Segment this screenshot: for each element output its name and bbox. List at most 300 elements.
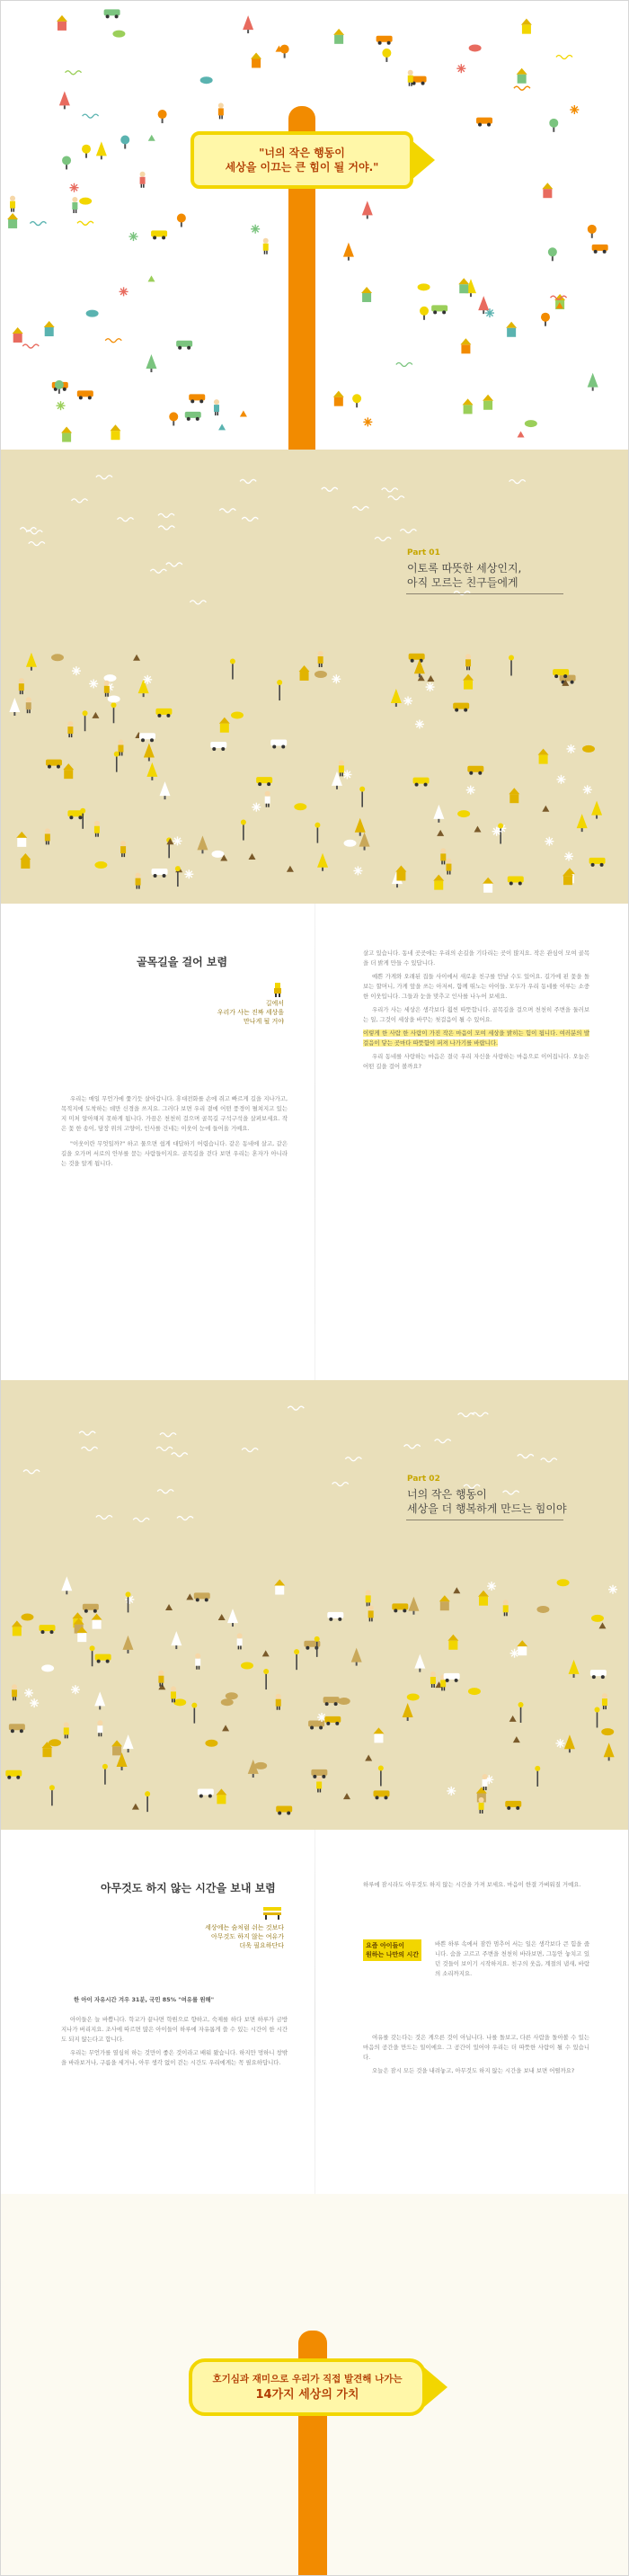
star-icon <box>89 679 98 688</box>
person-icon <box>136 873 141 889</box>
house-icon <box>251 52 261 67</box>
lamp-post-icon <box>277 680 282 700</box>
pine-tree-icon <box>569 1660 580 1678</box>
house-icon <box>373 1727 384 1743</box>
pine-tree-icon <box>414 659 425 677</box>
part1-section <box>0 450 629 904</box>
cover-section <box>0 0 629 450</box>
car-icon <box>104 9 120 18</box>
right-body-text-side <box>435 1939 589 1979</box>
person-icon <box>483 1774 488 1790</box>
part-label: Part 02 <box>407 1475 440 1484</box>
car-icon <box>453 703 469 712</box>
bush-icon <box>231 711 244 718</box>
triangle-mark <box>222 1725 229 1731</box>
part-title-line-2: 세상을 더 행복하게 만드는 힘이야 <box>407 1502 567 1515</box>
back-sign-line-2: 14가지 세상의 가치 <box>255 2388 359 2402</box>
house-icon <box>63 763 74 779</box>
spread2-section <box>0 1830 629 2194</box>
part-title-line-2: 아직 모르는 친구들에게 <box>407 576 518 589</box>
person-icon <box>45 828 50 844</box>
triangle-mark <box>437 830 444 836</box>
person-icon <box>366 1590 371 1606</box>
pine-tree-icon <box>588 373 598 391</box>
lamp-post-icon <box>535 1766 540 1787</box>
triangle-mark <box>513 1736 520 1743</box>
lamp-post-icon <box>175 866 181 887</box>
star-icon <box>70 183 79 192</box>
house-icon <box>61 427 72 442</box>
car-icon <box>77 390 93 399</box>
person-icon <box>503 1600 509 1616</box>
paragraph: 우리는 무언가를 열심히 하는 것만이 좋은 것이라고 배워 왔습니다. 하지만 멍하니 창밖을 바라보거나, 구름을 세거나, 아무 생각 없이 걷는 시간도 우리에게는 꼭 필요하답니다. <box>61 2049 288 2066</box>
back-sign-line-1: 호기심과 재미으로 우리가 직접 발견해 나가는 <box>212 2374 403 2384</box>
triangle-mark <box>343 1793 350 1799</box>
bush-icon <box>212 851 225 858</box>
car-icon <box>508 877 524 886</box>
pine-tree-icon <box>591 801 602 819</box>
bush-icon <box>21 1614 33 1621</box>
tree-icon <box>120 136 129 149</box>
page-fold <box>314 904 315 1380</box>
person-icon <box>26 697 31 713</box>
star-icon <box>555 1739 564 1748</box>
triangle-mark <box>133 655 140 661</box>
paragraph: 여유를 갖는다는 것은 게으른 것이 아닙니다. 나를 돌보고, 다른 사람을 돌아볼 수 있는 마음의 공간을 만드는 일이에요. 그 공간이 있어야 우리는 더 따뜻한 사람이 될 수 있습니다. <box>363 2034 589 2061</box>
person-icon <box>10 196 15 212</box>
triangle-mark <box>453 1587 460 1593</box>
highlighted-paragraph <box>363 1029 589 1048</box>
house-icon <box>517 68 527 84</box>
house-icon <box>13 327 23 343</box>
subtitle-line-3: 더욱 필요하단다 <box>239 1942 284 1949</box>
bush-icon <box>108 695 120 702</box>
tree-icon <box>158 110 167 123</box>
house-icon <box>542 183 553 198</box>
car-icon <box>9 1724 25 1733</box>
house-icon <box>433 875 444 890</box>
wave-squiggle <box>556 55 572 58</box>
bush-icon <box>221 1698 234 1706</box>
house-icon <box>447 1635 458 1650</box>
pine-tree-icon <box>604 1743 615 1760</box>
pine-tree-icon <box>144 744 155 762</box>
bush-icon <box>104 674 117 682</box>
house-icon <box>44 321 55 336</box>
star-icon <box>510 1649 519 1658</box>
triangle-mark <box>132 1804 139 1810</box>
triangle-mark <box>218 1614 226 1620</box>
person-icon <box>12 1684 17 1700</box>
wave-squiggle <box>83 114 99 118</box>
house-icon <box>299 665 310 681</box>
person-icon <box>446 859 451 875</box>
star-icon <box>570 105 579 114</box>
news-headline: 한 아이 자유시간 겨우 31분, 국민 85% "여유를 원해" <box>74 1996 215 2003</box>
lamp-post-icon <box>594 1707 599 1727</box>
cover-sign-line-1: "너의 작은 행동이 <box>259 147 345 159</box>
back-sign <box>189 2358 426 2416</box>
car-icon <box>152 869 168 878</box>
bush-icon <box>457 810 470 817</box>
bush-icon <box>294 803 306 810</box>
bush-icon <box>338 1698 350 1705</box>
box-label-line-2: 원하는 나만의 시간 <box>366 1951 419 1958</box>
star-icon <box>120 287 128 296</box>
pine-tree-icon <box>9 698 20 716</box>
car-icon <box>592 245 608 254</box>
car-icon <box>590 1670 607 1679</box>
car-icon <box>270 739 287 748</box>
star-icon <box>426 682 435 691</box>
triangle-mark <box>148 275 155 281</box>
star-icon <box>608 1585 617 1594</box>
tree-icon <box>177 213 186 227</box>
car-icon <box>185 412 201 421</box>
star-icon <box>403 697 412 706</box>
car-icon <box>505 1801 521 1810</box>
car-icon <box>413 778 430 787</box>
pine-tree-icon <box>391 689 402 707</box>
star-icon <box>251 225 260 234</box>
car-icon <box>409 654 425 663</box>
bush-icon <box>241 1662 253 1670</box>
car-icon <box>467 766 483 775</box>
part2-village-illustration <box>0 1380 629 1830</box>
house-icon <box>395 865 406 880</box>
lamp-post-icon <box>114 752 120 772</box>
triangle-mark <box>218 423 226 430</box>
person-icon <box>195 1653 200 1670</box>
person-icon <box>368 1605 374 1621</box>
bush-icon <box>79 198 92 205</box>
wave-squiggle <box>105 339 121 343</box>
star-icon <box>447 1787 456 1796</box>
bush-icon <box>94 861 107 869</box>
person-icon <box>214 399 219 415</box>
house-icon <box>463 674 474 690</box>
wave-squiggle <box>30 222 46 226</box>
paragraph: 예쁜 가게와 오래된 집들 사이에서 새로운 친구를 만날 수도 있어요. 길가에 핀 꽃을 돌보는 할머니, 가게 앞을 쓰는 아저씨, 함께 뛰노는 아이들. 모두가 우리 동네를 이루는 소중한 이웃입니다. 그들과 눈을 맞추고 인사를 나누어 보세요. <box>363 973 589 1000</box>
star-icon <box>363 417 372 426</box>
pine-tree-icon <box>146 354 156 372</box>
car-icon <box>176 341 192 350</box>
triangle-mark <box>240 411 247 417</box>
bush-icon <box>557 1579 570 1586</box>
car-icon <box>198 1789 214 1798</box>
subtitle-line-2: 우리가 사는 진짜 세상을 <box>217 1009 284 1016</box>
tree-icon <box>541 313 550 326</box>
triangle-mark <box>518 432 525 438</box>
lamp-post-icon <box>263 1669 269 1689</box>
house-icon <box>506 322 517 337</box>
subtitle-line-1: 길에서 <box>265 1000 284 1007</box>
person-icon <box>276 1694 281 1710</box>
person-icon <box>104 681 110 697</box>
car-icon <box>327 1612 343 1621</box>
wave-squiggle <box>22 344 39 348</box>
bush-icon <box>344 840 357 847</box>
star-icon <box>545 837 554 846</box>
house-icon <box>274 1580 285 1595</box>
tree-icon <box>62 156 71 169</box>
pine-tree-icon <box>433 805 444 823</box>
wave-squiggle <box>77 221 93 225</box>
lamp-post-icon <box>230 659 235 680</box>
spread-subtitle <box>158 1923 284 1950</box>
person-icon <box>465 654 471 670</box>
house-icon <box>16 832 27 847</box>
bush-icon <box>418 283 430 290</box>
car-icon <box>589 858 606 867</box>
triangle-mark <box>509 1716 517 1722</box>
person-icon <box>19 678 24 694</box>
pine-tree-icon <box>227 1609 238 1627</box>
person-icon <box>339 760 344 776</box>
tree-icon <box>548 247 557 261</box>
pine-tree-icon <box>146 762 157 780</box>
paragraph: 우리는 매일 무언가에 쫓기듯 살아갑니다. 휴대전화를 손에 쥐고 빠르게 길을 지나가고, 목적지에 도착하는 데만 신경을 쓰지요. 그러다 보면 우리 곁에 어떤 풍경이 펼쳐지고 있는지 미처 알아채지 못하게 됩니다. 가끔은 천천히 걸으며 골목길 구석구석을 살펴보세요. 작은 꽃 한 송이, 담장 위의 고양이, 인사를 건네는 이웃이 눈에 들어올 거예요. <box>61 1095 288 1132</box>
wave-squiggle <box>66 71 82 75</box>
lamp-post-icon <box>359 787 365 807</box>
tree-icon <box>549 119 558 132</box>
car-icon <box>444 1673 460 1682</box>
bush-icon <box>51 654 64 661</box>
pine-tree-icon <box>197 835 208 853</box>
part-title-line-1: 이토록 따뜻한 세상인지, <box>407 562 522 575</box>
pine-tree-icon <box>94 1691 105 1709</box>
pine-tree-icon <box>59 91 70 109</box>
person-icon <box>237 1633 243 1649</box>
car-icon <box>392 1603 408 1612</box>
bench-icon <box>262 1905 282 1920</box>
wave-squiggle <box>396 363 412 367</box>
car-icon <box>323 1697 340 1706</box>
left-body-text <box>61 1094 288 1169</box>
bush-icon <box>407 1693 420 1700</box>
tree-icon <box>169 412 178 425</box>
triangle-mark <box>427 675 434 682</box>
car-icon <box>5 1770 22 1779</box>
tree-icon <box>55 380 64 394</box>
star-icon <box>30 1698 39 1707</box>
right-body-text-top <box>363 1880 589 1890</box>
car-icon <box>276 1805 292 1814</box>
page-fold <box>314 1830 315 2194</box>
spread-title: 아무것도 하지 않는 시간을 보내 보렴 <box>101 1882 276 1894</box>
pine-tree-icon <box>577 814 588 832</box>
house-icon <box>483 395 493 410</box>
car-icon <box>476 118 492 127</box>
lamp-post-icon <box>509 655 514 675</box>
star-icon <box>342 770 351 779</box>
star-icon <box>332 674 341 683</box>
star-icon <box>566 744 575 753</box>
car-icon <box>46 760 62 769</box>
paragraph: 오늘은 잠시 모든 것을 내려놓고, 아무것도 하지 않는 시간을 보내 보면 어떨까요? <box>372 2067 575 2074</box>
house-icon <box>439 1595 450 1610</box>
lamp-post-icon <box>49 1785 55 1805</box>
lamp-post-icon <box>314 823 320 843</box>
triangle-mark <box>262 1650 270 1656</box>
paragraph: 우리 동네를 사랑하는 마음은 결국 우리 자신을 사랑하는 마음으로 이어집니다. 오늘은 어떤 길을 걸어 볼까요? <box>363 1053 589 1070</box>
bush-icon <box>226 1692 238 1699</box>
pine-tree-icon <box>123 1734 134 1752</box>
person-icon <box>265 791 270 807</box>
triangle-mark <box>542 806 549 812</box>
person-icon <box>602 1693 607 1709</box>
star-icon <box>583 785 592 794</box>
triangle-mark <box>92 712 99 718</box>
house-icon <box>521 19 532 34</box>
tree-icon <box>82 145 91 158</box>
house-icon <box>463 398 474 414</box>
star-icon <box>71 1685 80 1694</box>
triangle-mark <box>287 866 294 872</box>
pine-tree-icon <box>355 818 366 836</box>
person-icon <box>67 721 73 737</box>
house-icon <box>7 213 18 228</box>
pine-tree-icon <box>122 1636 133 1653</box>
bush-icon <box>173 1698 186 1706</box>
tree-icon <box>420 307 429 320</box>
triangle-mark <box>186 1593 193 1600</box>
highlight-text: 이렇게 한 사람 한 사람이 가진 작은 마음이 모여 세상을 밝히는 힘이 됩니다. 여러분의 발걸음이 닿는 곳마다 따뜻함이 퍼져 나가기를 바랍니다. <box>363 1030 589 1047</box>
car-icon <box>151 230 167 239</box>
car-icon <box>256 777 272 786</box>
car-icon <box>189 394 205 403</box>
car-icon <box>155 709 172 718</box>
bush-icon <box>41 1664 54 1671</box>
spread1-section <box>0 904 629 1380</box>
person-icon <box>72 197 77 213</box>
star-icon <box>556 775 565 784</box>
house-icon <box>333 29 344 44</box>
back-section <box>0 2194 629 2576</box>
bush-icon <box>591 1615 604 1622</box>
right-body-text <box>363 949 589 1072</box>
triangle-mark <box>598 1622 606 1628</box>
person-icon <box>316 1776 322 1792</box>
bush-icon <box>205 1740 217 1747</box>
pine-tree-icon <box>362 201 373 218</box>
house-icon <box>458 278 469 293</box>
right-body-text-bottom <box>363 2033 589 2076</box>
left-body-text <box>61 2015 288 2068</box>
star-icon <box>415 719 424 728</box>
car-icon <box>139 733 155 742</box>
star-icon <box>353 866 362 875</box>
star-icon <box>466 786 475 795</box>
house-icon <box>219 718 230 733</box>
bush-icon <box>536 1606 549 1613</box>
star-icon <box>184 869 193 878</box>
lamp-post-icon <box>518 1702 524 1723</box>
tree-icon <box>588 225 597 238</box>
bush-icon <box>314 671 327 678</box>
triangle-mark <box>148 135 155 141</box>
person-icon <box>64 1722 69 1738</box>
house-icon <box>12 1620 22 1636</box>
lamp-post-icon <box>145 1791 150 1812</box>
car-icon <box>374 1790 390 1799</box>
house-icon <box>483 878 493 893</box>
star-icon <box>57 401 66 410</box>
paragraph: 하루에 잠시라도 아무것도 하지 않는 시간을 가져 보세요. 마음이 한결 가벼워질 거예요. <box>363 1881 581 1888</box>
person-icon <box>440 848 446 864</box>
pine-tree-icon <box>414 1654 425 1672</box>
car-icon <box>40 1625 56 1634</box>
bush-icon <box>582 745 595 753</box>
triangle-mark <box>474 825 481 832</box>
person-icon <box>140 172 146 188</box>
tree-icon <box>352 394 361 407</box>
lamp-post-icon <box>83 710 88 731</box>
car-icon <box>431 305 447 314</box>
bush-icon <box>86 310 99 317</box>
person-icon <box>430 1671 436 1688</box>
pine-tree-icon <box>243 15 253 33</box>
figure-icon <box>271 983 284 997</box>
pine-tree-icon <box>26 653 37 671</box>
box-label <box>363 1939 421 1961</box>
spread-title: 골목길을 걸어 보렴 <box>137 956 228 968</box>
star-icon <box>492 827 501 836</box>
paragraph: 살고 있습니다. 동네 곳곳에는 우리의 손길을 기다리는 곳이 많지요. 작은 관심이 모여 골목을 더 밝게 만들 수 있답니다. <box>363 949 589 967</box>
lamp-post-icon <box>102 1764 108 1785</box>
cover-sign-line-2: 세상을 이끄는 큰 힘이 될 거야." <box>225 161 379 174</box>
subtitle-line-3: 만나게 될 거야 <box>243 1018 284 1025</box>
paragraph: 우리가 사는 세상은 생각보다 훨씬 따뜻합니다. 골목길을 걸으며 천천히 주변을 둘러보는 일, 그것이 세상을 바꾸는 첫걸음이 될 수 있어요. <box>363 1006 589 1023</box>
pine-tree-icon <box>351 1648 362 1666</box>
lamp-post-icon <box>241 820 246 841</box>
person-icon <box>218 103 224 119</box>
house-icon <box>111 424 121 440</box>
star-icon <box>252 803 261 812</box>
lamp-post-icon <box>294 1649 299 1670</box>
bush-icon <box>49 1739 61 1746</box>
person-icon <box>94 821 100 837</box>
person-icon <box>479 1797 484 1814</box>
paragraph: "이웃이란 무엇일까?" 하고 물으면 쉽게 대답하기 어렵습니다. 같은 동네에 살고, 같은 길을 오가며 서로의 안부를 묻는 사람들이지요. 골목길을 걷다 보면 우리는 혼자가 아니라는 것을 알게 됩니다. <box>61 1140 288 1167</box>
triangle-mark <box>165 1604 173 1610</box>
pine-tree-icon <box>96 141 107 159</box>
pine-tree-icon <box>343 243 354 261</box>
house-icon <box>333 391 344 406</box>
pine-tree-icon <box>317 853 328 871</box>
pine-tree-icon <box>160 781 171 799</box>
triangle-mark <box>249 853 256 860</box>
tree-icon <box>382 49 391 62</box>
part1-village-illustration <box>0 450 629 904</box>
part-label: Part 01 <box>407 548 440 557</box>
lamp-post-icon <box>90 1645 95 1666</box>
subtitle-line-1: 세상에는 숨처럼 쉬는 것보다 <box>205 1924 284 1931</box>
lamp-post-icon <box>378 1765 384 1786</box>
spread-subtitle <box>171 999 284 1026</box>
pine-tree-icon <box>564 1734 575 1752</box>
house-icon <box>20 853 31 869</box>
wave-squiggle <box>514 86 530 90</box>
house-icon <box>92 1614 102 1629</box>
star-icon <box>128 232 137 241</box>
pine-tree-icon <box>403 1703 413 1721</box>
lamp-post-icon <box>191 1703 197 1724</box>
star-icon <box>564 851 573 860</box>
star-icon <box>143 675 152 684</box>
car-icon <box>194 1592 210 1601</box>
house-icon <box>509 788 519 803</box>
